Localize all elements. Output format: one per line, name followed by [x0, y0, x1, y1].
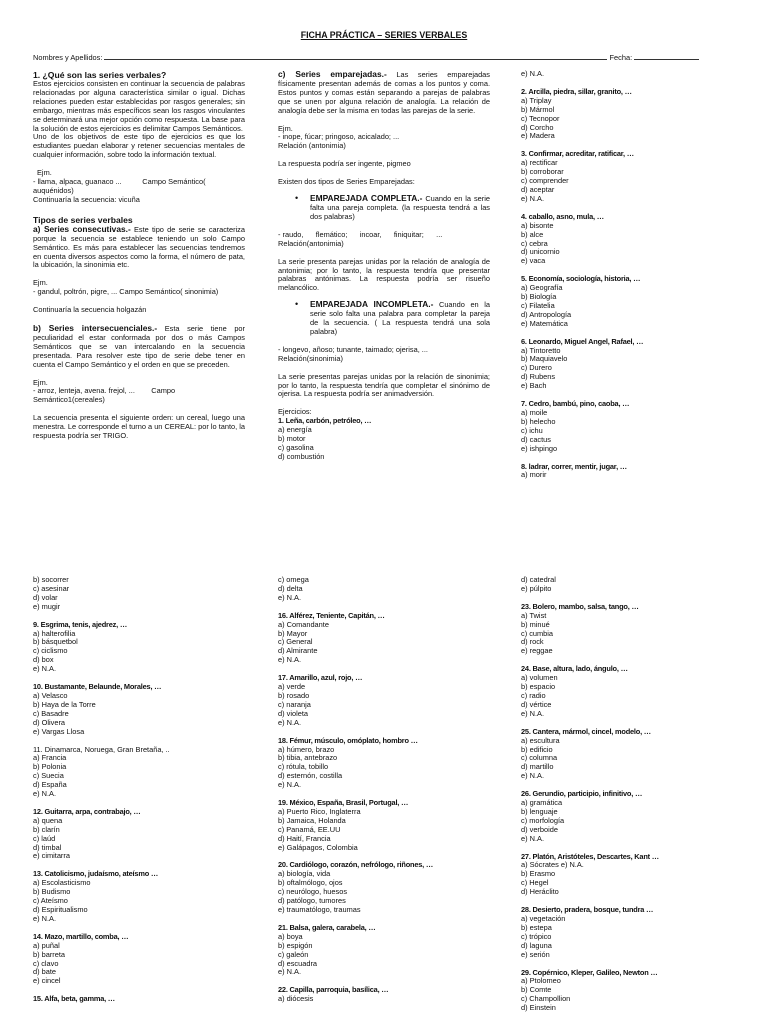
option-list	[278, 426, 490, 462]
question: 21. Balsa, galera, carabela, …	[278, 922, 376, 932]
option: e) serión	[521, 949, 550, 959]
option: a) rectificar	[521, 158, 558, 168]
option: c) naranja	[278, 699, 311, 709]
question: 9. Esgrima, tenis, ajedrez, …	[33, 619, 128, 629]
option: e) N.A.	[278, 967, 301, 977]
example-label: Ejm.	[33, 377, 48, 387]
option: b) básquetbol	[33, 637, 78, 647]
question: 15. Alfa, beta, gamma, …	[33, 994, 116, 1004]
example-continuation: Continuaría la secuencia holgazán	[33, 305, 147, 315]
option: a) Twist	[521, 610, 547, 620]
option: b) estepa	[521, 922, 552, 932]
question: 5. Economía, sociología, historia, …	[521, 274, 641, 284]
exercises-label: Ejercicios:	[278, 407, 312, 417]
question: 2. Arcilla, piedra, sillar, granito, …	[521, 86, 632, 96]
option: d) Rubens	[521, 372, 556, 382]
page2-column-1	[33, 576, 245, 1004]
option: c) Durero	[521, 363, 552, 373]
option: a) húmero, brazo	[278, 744, 335, 754]
paragraph	[33, 225, 245, 271]
option: a) energía	[278, 425, 312, 435]
option: a) Ptolomeo	[521, 976, 561, 986]
option: c) Champollion	[521, 994, 571, 1004]
question: 19. México, España, Brasil, Portugal, …	[278, 798, 409, 808]
option: c) Filatelia	[521, 300, 555, 310]
option: e) cimitarra	[33, 851, 70, 861]
option: e) N.A.	[521, 708, 544, 718]
date-label: Fecha:	[609, 53, 633, 62]
option: b) rosado	[278, 690, 310, 700]
question: 26. Gerundio, participio, infinitivo, …	[521, 789, 643, 799]
option: c) galeón	[278, 949, 309, 959]
column-2	[278, 70, 490, 462]
option: d) Corcho	[521, 122, 554, 132]
option: d) vértice	[521, 699, 552, 709]
option: b) Maquiavelo	[521, 354, 568, 364]
option: b) socorrer	[33, 575, 69, 584]
option: c) clavo	[33, 958, 59, 968]
question: 10. Bustamante, Belaunde, Morales, …	[33, 682, 162, 692]
date-blank	[634, 52, 699, 60]
option: e) N.A.	[521, 193, 544, 203]
option: b) alce	[521, 229, 544, 239]
option: a) Tintoretto	[521, 345, 561, 355]
bullet-icon: •	[295, 299, 299, 310]
option: e) Madera	[521, 131, 555, 141]
question: 8. ladrar, correr, mentir, jugar, …	[521, 461, 627, 471]
option: d) martillo	[521, 762, 554, 772]
question-1: 1. Leña, carbón, petróleo, …	[278, 416, 372, 426]
name-blank	[104, 52, 607, 60]
option: e) Matemática	[521, 318, 568, 328]
page2-column-2	[278, 576, 490, 1004]
option: b) Comte	[521, 985, 552, 995]
option: a) Sócrates e) N.A.	[521, 860, 584, 870]
option: a) verde	[278, 682, 306, 692]
option: d) laguna	[521, 940, 552, 950]
paragraph: La secuencia presenta el siguiente orden: un cereal, luego una menestra. Le corresponde el turno a un CEREAL: por lo tanto, la respuesta podría ser TRIGO.	[33, 413, 245, 441]
question: 4. caballo, asno, mula, …	[521, 211, 604, 221]
option: e) N.A.	[33, 789, 56, 799]
question: 23. Bolero, mambo, salsa, tango, …	[521, 601, 639, 611]
example-answer: La respuesta podría ser ingente, pigmeo	[278, 159, 411, 169]
option: a) Velasco	[33, 690, 68, 700]
option: b) Polonia	[33, 762, 67, 772]
question: 29. Copérnico, Kleper, Galileo, Newton …	[521, 967, 658, 977]
example-relation: Relación (antonimia)	[278, 141, 346, 151]
option: e) traumatólogo, traumas	[278, 905, 361, 914]
option: e) N.A.	[278, 592, 301, 602]
option: e) N.A.	[278, 655, 301, 665]
question: 13. Catolicismo, judaísmo, ateísmo …	[33, 869, 159, 879]
series-type-text: Las series emparejadas físicamente presentan además de comas a los puntos y coma. Estos puntos y comas están separando a parejas de palabras que se unen por alguna relación de analogía. La relación de analogía debe ser la misma en todas las parejas de la serie.	[278, 70, 490, 115]
option: c) gasolina	[278, 443, 314, 452]
example-line: - arroz, lenteja, avena. frejol, ... Campo	[33, 386, 176, 396]
option: c) General	[278, 637, 313, 647]
bullet-text: Cuando en la serie solo falta una palabra para completar la pareja de la secuencia. ( La respuesta tendrá una sola palabra)	[310, 300, 490, 336]
option: c) cumbia	[521, 628, 554, 638]
question: 27. Platón, Aristóteles, Descartes, Kant …	[521, 851, 659, 861]
column-1	[33, 70, 245, 441]
option: a) gramática	[521, 798, 563, 808]
option: b) Haya de la Torre	[33, 699, 96, 709]
section-heading-2: Tipos de series verbales	[33, 214, 133, 225]
series-type-label: b) Series intersecuenciales.-	[33, 323, 158, 334]
option: d) aceptar	[521, 184, 555, 194]
option: e) Vargas Llosa	[33, 726, 85, 736]
page-title: FICHA PRÁCTICA – SERIES VERBALES	[300, 30, 468, 40]
option: a) quena	[33, 815, 63, 825]
bullet-icon: •	[295, 193, 299, 204]
question: 17. Amarillo, azul, rojo, …	[278, 673, 363, 683]
option: d) esternón, costilla	[278, 771, 343, 781]
paragraph: Existen dos tipos de Series Emparejadas:	[278, 177, 415, 187]
option: c) morfología	[521, 815, 565, 825]
example-label: Ejm.	[33, 278, 48, 288]
option: d) violeta	[278, 708, 308, 718]
bullet-item	[278, 300, 490, 337]
question: 6. Leonardo, Miguel Angel, Rafael, …	[521, 336, 644, 346]
option: a) Escolasticismo	[33, 878, 91, 888]
option: a) Triplay	[521, 95, 552, 105]
option: a) puñal	[33, 940, 60, 950]
option: c) rótula, tobillo	[278, 762, 329, 772]
option: b) Jamaica, Holanda	[278, 815, 346, 825]
option: b) barreta	[33, 949, 66, 959]
question: 16. Alférez, Teniente, Capitán, …	[278, 610, 385, 620]
option: d) Almirante	[278, 646, 318, 656]
option: c) cebra	[521, 238, 548, 248]
example-line: - raudo, flemático; incoar, finiquitar; ...	[278, 229, 443, 239]
example-continuation: Continuaría la secuencia: vicuña	[33, 194, 140, 204]
question: 22. Capilla, parroquia, basílica, …	[278, 985, 389, 995]
option: b) espacio	[521, 682, 556, 692]
option: b) motor	[278, 434, 306, 444]
option: a) boya	[278, 931, 303, 941]
option: e) N.A.	[278, 717, 301, 727]
option: a) moile	[521, 408, 548, 417]
option: e) púlpito	[521, 583, 552, 593]
name-date-line	[33, 52, 733, 63]
example-line: - inope, fúcar; pringoso, acicalado; ...	[278, 132, 400, 142]
question: 3. Confirmar, acreditar, ratificar, …	[521, 149, 634, 159]
option: c) Ateísmo	[33, 896, 68, 906]
option: e) N.A.	[278, 780, 301, 790]
option: c) Hegel	[521, 878, 549, 888]
option: c) Panamá, EE.UU	[278, 824, 341, 834]
name-label: Nombres y Apellidos:	[33, 53, 103, 62]
option: d) España	[33, 780, 67, 790]
bullet-label: EMPAREJADA INCOMPLETA.-	[310, 299, 434, 310]
paragraph	[33, 324, 245, 370]
example-relation: Relación(sinonimia)	[278, 353, 343, 363]
series-type-text: Esta serie tiene por peculiaridad el estar conformada por dos o más Campos Semánticos que se van intercalando en la secuencia presentada. Para resolver este tipo de serie debe tener en cuenta el Campo Semántico y el orden en que se preceden.	[33, 324, 245, 369]
paragraph: Uno de los objetivos de este tipo de ejercicios es que los estudiantes puedan elaborar y retener secuencias mentales de cualquier información, sobre todo la información textual.	[33, 132, 245, 160]
example-label: Ejm.	[37, 168, 52, 178]
option: d) catedral	[521, 575, 556, 584]
paragraph	[278, 70, 490, 116]
section-heading-1: 1. ¿Qué son las series verbales?	[33, 70, 167, 80]
option: c) ichu	[521, 425, 543, 435]
bullet-text: Cuando en la serie falta una pareja completa. (la respuesta tendrá a las dos palabras)	[310, 194, 490, 221]
option: b) oftalmólogo, ojos	[278, 878, 343, 888]
option: e) reggae	[521, 646, 553, 656]
column-3	[521, 70, 736, 480]
option: c) neurólogo, huesos	[278, 887, 348, 897]
option: b) lenguaje	[521, 806, 558, 816]
paragraph: Estos ejercicios consisten en continuar la secuencia de palabras relacionadas por alguna característica similar o igual. Dichas relaciones pueden estar establecidas por rasgos generales; sin embargo, mientras más específicos sean los rasgos vinculantes se determinará una mejor opción como respuesta. La base para la solución de estos ejercicios es delimitar Campos Semánticos.	[33, 79, 245, 133]
question: 7. Cedro, bambú, pino, caoba, …	[521, 399, 630, 409]
example-line: - longevo, añoso; tunante, taimado; ojerisa, ...	[278, 344, 428, 354]
option: d) box	[33, 655, 54, 665]
option: b) helecho	[521, 416, 556, 426]
question: 20. Cardiólogo, corazón, nefrólogo, riñones, …	[278, 860, 434, 870]
option: c) Basadre	[33, 708, 69, 718]
option: d) Antropología	[521, 309, 572, 319]
example-relation: Relación(antonimia)	[278, 238, 344, 248]
option: d) Heráclito	[521, 887, 559, 897]
option: a) vegetación	[521, 914, 566, 923]
option: c) asesinar	[33, 583, 70, 593]
option: c) laúd	[33, 833, 56, 843]
example-label: Ejm.	[278, 123, 293, 133]
option: e) mugir	[33, 601, 61, 611]
option: d) timbal	[33, 842, 62, 852]
option: b) tibia, antebrazo	[278, 753, 338, 763]
page2-column-3	[521, 576, 736, 1013]
question: 28. Desierto, pradera, bosque, tundra …	[521, 905, 654, 915]
question: 14. Mazo, martillo, comba, …	[33, 931, 129, 941]
question: 12. Guitarra, arpa, contrabajo, …	[33, 806, 141, 816]
option: e) ishpingo	[521, 443, 558, 453]
option: e) vaca	[521, 256, 546, 266]
option: b) Budismo	[33, 887, 71, 897]
option: d) unicornio	[521, 247, 560, 257]
option: a) volumen	[521, 673, 558, 683]
option: c) columna	[521, 753, 558, 763]
option: d) Olivera	[33, 717, 66, 727]
option: d) patólogo, tumores	[278, 896, 346, 906]
example-line: Semántico1(cereales)	[33, 395, 105, 405]
option: d) cactus	[521, 434, 551, 444]
option: a) halterofilia	[33, 628, 76, 638]
question: 11. Dinamarca, Noruega, Gran Bretaña, ..	[33, 744, 170, 754]
option: e) N.A.	[521, 69, 544, 78]
option: e) N.A.	[521, 771, 544, 781]
series-type-text: Este tipo de serie se caracteriza porque la secuencia se establece teniendo un solo Campo Semántico. Es más para establecer las secuencias tendremos en cuenta diversos aspectos como la forma, el número de pata, la ubicación, la sinonimia etc.	[33, 224, 245, 270]
option: a) Francia	[33, 753, 67, 763]
paragraph: La serie presentas parejas unidas por la relación de sinonimia; por lo tanto, la respuesta tendría que completar el sinónimo de ojerisa. La respuesta podría ser animadversión.	[278, 371, 490, 399]
option: a) Comandante	[278, 619, 329, 629]
option: b) espigón	[278, 940, 313, 950]
option: c) radio	[521, 690, 546, 700]
option: d) Haití, Francia	[278, 833, 331, 843]
option: b) Mármol	[521, 104, 555, 114]
option: d) volar	[33, 592, 58, 602]
option: c) comprender	[521, 176, 569, 186]
option: a) morir	[521, 470, 547, 480]
question: 25. Cantera, mármol, cincel, modelo, …	[521, 726, 651, 736]
option: a) Geografía	[521, 283, 563, 293]
option: b) edificio	[521, 744, 553, 754]
option: c) Tecnopor	[521, 113, 560, 123]
option: e) N.A.	[521, 833, 544, 843]
option: d) Espiritualismo	[33, 905, 88, 914]
option: a) diócesis	[278, 994, 314, 1004]
series-type-label: a) Series consecutivas.-	[33, 223, 131, 234]
option: d) bate	[33, 967, 57, 977]
option: e) Bach	[521, 381, 547, 391]
option: b) corroborar	[521, 167, 564, 177]
paragraph: La serie presenta parejas unidas por la relación de analogía de antonimia; por lo tanto, la respuesta tendría que presentar palabras antónimas. La respuesta podría ser risueño melancólico.	[278, 256, 490, 293]
option: d) escuadra	[278, 958, 318, 968]
option: e) N.A.	[33, 913, 56, 923]
option: a) Puerto Rico, Inglaterra	[278, 806, 361, 816]
option: a) bisonte	[521, 220, 554, 230]
option: d) verboide	[521, 824, 558, 834]
option: c) Suecia	[33, 771, 64, 781]
option: c) ciclismo	[33, 646, 68, 656]
question: 24. Base, altura, lado, ángulo, …	[521, 664, 628, 674]
bullet-item	[278, 194, 490, 222]
question-block	[521, 88, 736, 480]
option: b) clarín	[33, 824, 60, 834]
option: a) escultura	[521, 735, 560, 745]
example-line: auquénidos)	[33, 185, 74, 195]
option: b) Erasmo	[521, 869, 556, 879]
example-line: - llama, alpaca, guanaco ... Campo Semántico(	[33, 177, 206, 187]
option: d) combustión	[278, 451, 325, 461]
option: b) minué	[521, 619, 550, 629]
option: e) Galápagos, Colombia	[278, 842, 358, 852]
series-type-label: c) Series emparejadas.-	[278, 69, 387, 79]
option: c) trópico	[521, 931, 552, 941]
bullet-list	[278, 194, 490, 222]
option: d) rock	[521, 637, 544, 647]
option: c) omega	[278, 575, 309, 584]
question: 18. Fémur, músculo, omóplato, hombro …	[278, 735, 418, 745]
option: d) Einstein	[521, 1003, 556, 1013]
option: a) biología, vida	[278, 869, 331, 879]
option: b) Mayor	[278, 628, 308, 638]
option: e) N.A.	[33, 664, 56, 674]
option: e) cincel	[33, 976, 61, 986]
option: b) Biología	[521, 292, 557, 302]
option: d) delta	[278, 583, 303, 593]
example-line: - gandul, poltrón, pigre, ... Campo Semántico( sinonimia)	[33, 287, 219, 297]
bullet-label: EMPAREJADA COMPLETA.-	[310, 193, 423, 204]
bullet-list	[278, 300, 490, 337]
